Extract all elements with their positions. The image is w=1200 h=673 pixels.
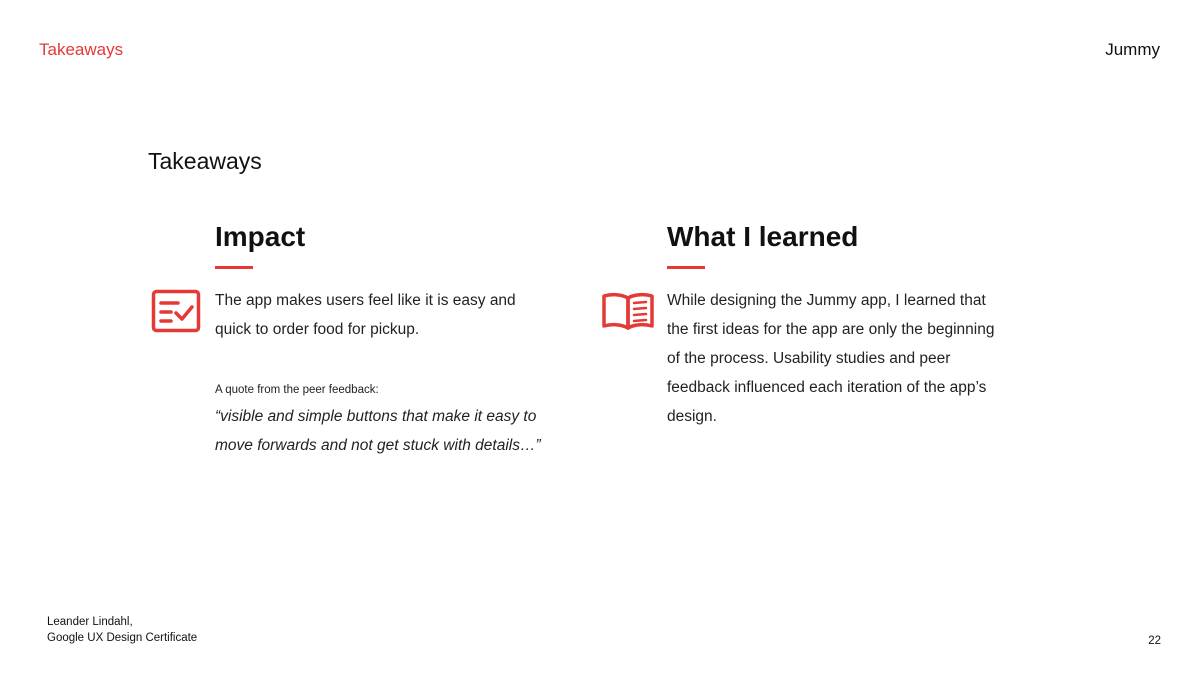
- section-label: Takeaways: [39, 40, 124, 59]
- learned-column: [667, 218, 1027, 431]
- author-name: Leander Lindahl,: [47, 616, 133, 628]
- impact-divider: [215, 266, 253, 269]
- page-title: Takeaways: [148, 148, 262, 174]
- peer-quote: “visible and simple buttons that make it easy to move forwards and not get stuck with details…”: [215, 408, 541, 454]
- footer-author: [47, 614, 197, 646]
- author-credential: Google UX Design Certificate: [47, 632, 198, 644]
- quote-label: A quote from the peer feedback:: [215, 384, 379, 396]
- brand-name: Jummy: [1105, 40, 1160, 59]
- checklist-icon: [151, 289, 201, 333]
- learned-divider: [667, 266, 705, 269]
- impact-heading: Impact: [215, 221, 306, 252]
- page-number: 22: [1148, 635, 1161, 647]
- learned-heading: What I learned: [667, 221, 859, 252]
- learned-body: While designing the Jummy app, I learned that the first ideas for the app are only the beginning of the process. Usability studies and peer feedback influenced each iteration of the app’s design.: [667, 292, 995, 425]
- impact-body: The app makes users feel like it is easy and quick to order food for pickup.: [215, 292, 516, 338]
- impact-column: [215, 218, 575, 460]
- open-book-icon: [601, 291, 655, 331]
